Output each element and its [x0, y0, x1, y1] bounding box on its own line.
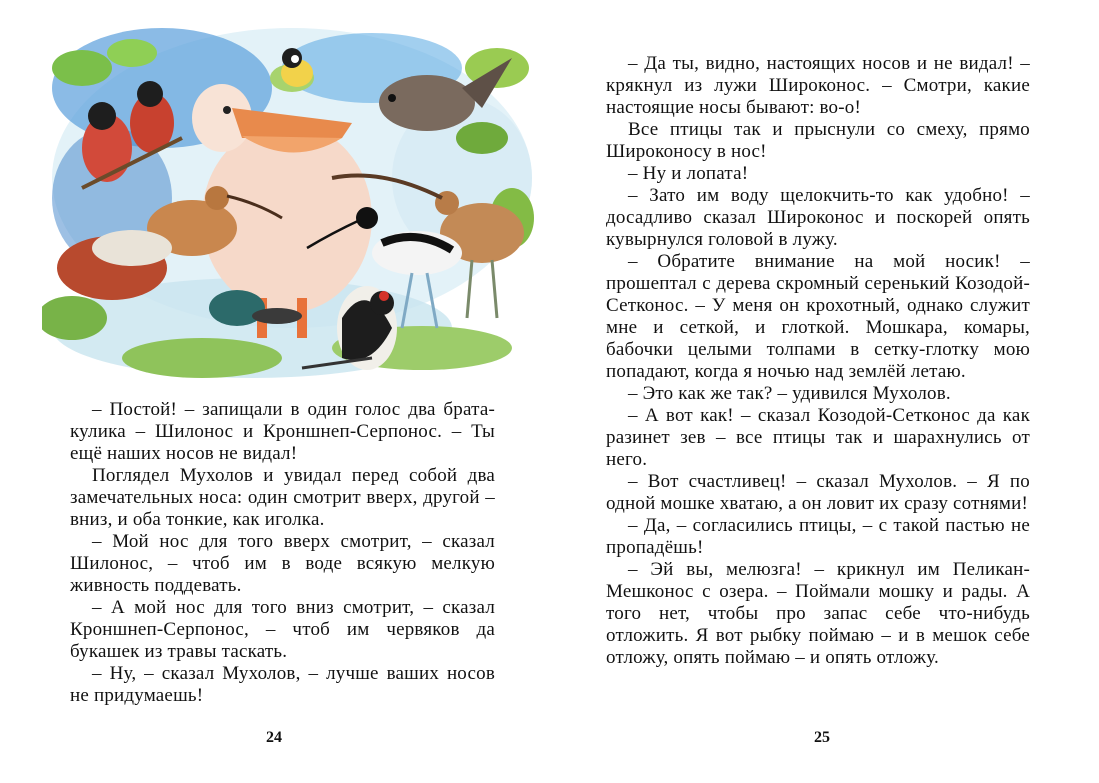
left-page-text	[70, 399, 495, 707]
paragraph: – Это как же так? – удивился Мухолов.	[628, 383, 951, 404]
paragraph: – Ну, – сказал Мухолов, – лучше ваших носов не придумаешь!	[70, 663, 495, 706]
paragraph: Поглядел Мухолов и увидал перед собой два замечательных носа: один смотрит вверх, другой – вниз, и оба тонкие, как иголка.	[70, 465, 495, 530]
left-page	[0, 0, 549, 783]
paragraph: – А мой нос для того вниз смотрит, – сказал Кроншнеп-Серпонос, – чтоб им червяков да букашек из травы таскать.	[70, 597, 495, 662]
paragraph: – Постой! – запищали в один голос два брата-кулика – Шилонос и Кроншнеп-Серпонос. – Ты ещё наших носов не видал!	[70, 399, 495, 464]
paragraph: – Вот счастливец! – сказал Мухолов. – Я по одной мошке хватаю, а он ловит их сразу сотнями!	[606, 471, 1030, 514]
paragraph: – Ну и лопата!	[628, 163, 749, 184]
paragraph: – Эй вы, мелюзга! – крикнул им Пеликан-Мешконос с озера. – Поймали мошку и рады. А того нет, чтобы про запас себе что-нибудь отложить. Я вот рыбку поймаю – и в мешок себе отложу, опять поймаю – и опять отложу.	[606, 559, 1030, 668]
page-number-left: 24	[266, 729, 282, 746]
paragraph: – Мой нос для того вверх смотрит, – сказал Шилонос, – чтоб им в воде всякую мелкую живность поддевать.	[70, 531, 495, 596]
page-number-right: 25	[814, 729, 830, 746]
paragraph: – Обратите внимание на мой носик! – прошептал с дерева скромный серенький Козодой-Сетконос. – У меня он крохотный, однако служит мне и сеткой, и глоткой. Мошкара, комары, бабочки целыми толпами в сетку-глотку мою попадают, когда я ночью над землёй летаю.	[606, 251, 1030, 382]
paragraph: Все птицы так и прыснули со смеху, прямо Широконосу в нос!	[606, 119, 1030, 162]
right-page	[549, 0, 1099, 783]
right-page-text	[606, 53, 1030, 669]
birds-illustration	[42, 28, 534, 390]
paragraph: – А вот как! – сказал Козодой-Сетконос да как разинет зев – все птицы так и шарахнулись от него.	[606, 405, 1030, 470]
paragraph: – Да ты, видно, настоящих носов и не видал! – крякнул из лужи Широконос. – Смотри, какие настоящие носы бывают: во-о!	[606, 53, 1030, 118]
paragraph: – Зато им воду щелокчить-то как удобно! – досадливо сказал Широконос и поскорей опять кувырнулся головой в лужу.	[606, 185, 1030, 250]
paragraph: – Да, – согласились птицы, – с такой пастью не пропадёшь!	[606, 515, 1030, 558]
